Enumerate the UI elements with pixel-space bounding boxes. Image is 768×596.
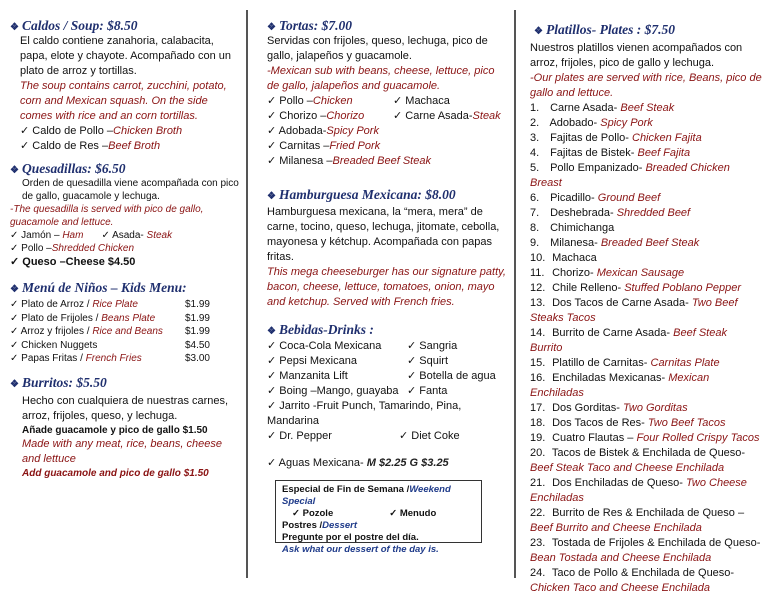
- section-heading-kids-menu: ❖ Menú de Niños – Kids Menu:: [10, 280, 187, 295]
- quesadillas-description-en: -The quesadilla is served with pico de gallo, guacamole and lettuce.: [10, 204, 204, 228]
- check-icon: ✓: [393, 110, 403, 122]
- platillos-description-en: -Our plates are served with rice, Beans, pico de gallo and lettuce.: [530, 72, 762, 99]
- check-icon: ✓: [267, 140, 277, 152]
- menu-column-1: [0, 0, 245, 594]
- menu-item: ✓ Carne Asada-Steak: [393, 110, 501, 122]
- tortas-items: [267, 94, 507, 169]
- plate-item: 12. Chile Relleno- Stuffed Poblano Pepper: [530, 282, 742, 294]
- check-icon: ✓: [407, 355, 417, 367]
- plate-item: 8. Chimichanga: [530, 222, 615, 234]
- plate-item: 20. Tacos de Bistek & Enchilada de Queso- Beef Steak Taco and Cheese Enchilada: [530, 447, 746, 474]
- drinks-list-left: [267, 339, 399, 399]
- hamburguesa-description-en: This mega cheeseburger has our signature patty, bacon, cheese, lettuce, tomatoes, onion, mayo and ketchup. Served with French fries.: [267, 266, 506, 308]
- check-icon: ✓: [267, 370, 277, 382]
- quesadillas-description: Orden de quesadilla viene acompañada con pico de gallo, guacamole y lechuga.: [22, 178, 239, 202]
- diamond-icon: ❖: [267, 22, 276, 33]
- burritos-description: Hecho con cualquiera de nuestras carnes, arroz, frijoles, queso, y lechuga.: [22, 394, 229, 422]
- plate-item: 1. Carne Asada- Beef Steak: [530, 102, 675, 114]
- plate-item: 19. Cuatro Flautas – Four Rolled Crispy Tacos: [530, 432, 760, 444]
- check-icon: ✓: [10, 299, 19, 310]
- check-icon: ✓: [10, 312, 19, 324]
- weekend-special-box: Especial de Fin de Semana /Weekend Special ✓ Pozole ✓ Menudo Postres /Dessert Pregunte por el postre del día. Ask what our dessert of the day is.: [275, 480, 482, 543]
- check-icon: ✓: [407, 370, 417, 382]
- check-icon: ✓: [407, 385, 417, 397]
- menu-item: ✓ Machaca: [393, 95, 450, 107]
- diamond-icon: ❖: [267, 191, 276, 202]
- menu-column-3: [516, 0, 768, 594]
- burritos-addon-en: Add guacamole and pico de gallo $1.50: [22, 467, 209, 479]
- section-heading-burritos: ❖ Burritos: $5.50: [10, 374, 107, 390]
- check-icon: ✓: [10, 243, 19, 254]
- drink-item: ✓ Manzanita Lift: [267, 370, 348, 382]
- plate-item: 11. Chorizo- Mexican Sausage: [530, 267, 685, 279]
- check-icon: ✓: [10, 326, 19, 337]
- drink-item: ✓ Botella de agua: [407, 370, 496, 382]
- check-icon: ✓: [399, 430, 409, 442]
- plate-item: 10. Machaca: [530, 252, 597, 264]
- check-icon: ✓: [267, 430, 277, 442]
- check-icon: ✓: [10, 256, 20, 268]
- diamond-icon: ❖: [10, 378, 19, 390]
- check-icon: ✓: [389, 508, 398, 519]
- plate-item: 7. Deshebrada- Shredded Beef: [530, 207, 691, 219]
- drink-item: ✓ Pepsi Mexicana: [267, 355, 357, 367]
- section-heading-caldos: ❖ Caldos / Soup: $8.50: [10, 18, 138, 33]
- check-icon: ✓: [267, 457, 277, 469]
- check-icon: ✓: [10, 353, 19, 364]
- menu-item: ✓ Caldo de Pollo –Chicken Broth: [20, 125, 183, 137]
- kids-menu-item: ✓ Plato de Arroz / Rice Plate $1.99: [10, 299, 210, 310]
- price: $1.99: [184, 326, 210, 337]
- check-icon: ✓: [101, 230, 110, 241]
- diamond-icon: ❖: [267, 326, 276, 337]
- plate-item: 21. Dos Enchiladas de Queso- Two Cheese Enchiladas: [530, 477, 747, 504]
- plate-item: 3. Fajitas de Pollo- Chicken Fajita: [530, 132, 702, 144]
- plate-item: 2. Adobado- Spicy Pork: [530, 117, 653, 129]
- diamond-icon: ❖: [534, 26, 543, 37]
- drinks-items: [267, 339, 507, 399]
- section-heading-hamburguesa: ❖ Hamburguesa Mexicana: $8.00: [267, 187, 456, 202]
- plate-item: 9. Milanesa- Breaded Beef Steak: [530, 237, 700, 249]
- menu-item: ✓ Adobada-Spicy Pork: [267, 125, 379, 137]
- kids-menu-list: [10, 298, 241, 366]
- drinks-list-right: [407, 339, 496, 399]
- check-icon: ✓: [407, 340, 417, 352]
- section-heading-bebidas: ❖ Bebidas-Drinks :: [267, 322, 374, 337]
- check-icon: ✓: [267, 155, 277, 167]
- check-icon: ✓: [267, 355, 277, 367]
- plate-item: 4. Fajitas de Bistek- Beef Fajita: [530, 147, 691, 159]
- price: $3.00: [184, 353, 210, 364]
- diamond-icon: ❖: [10, 22, 19, 33]
- menu-item: ✓ Carnitas –Fried Pork: [267, 140, 381, 152]
- plate-item: 22. Burrito de Res & Enchilada de Queso – Beef Burrito and Cheese Enchilada: [530, 507, 745, 534]
- plate-item: 13. Dos Tacos de Carne Asada- Two Beef Steaks Tacos: [530, 297, 738, 324]
- menu-item: ✓ Dr. Pepper ✓ Diet Coke: [267, 430, 460, 442]
- check-icon: ✓: [10, 230, 19, 241]
- check-icon: ✓: [267, 340, 277, 352]
- price: $4.50: [184, 339, 210, 351]
- kids-menu-item: ✓ Papas Fritas / French Fries $3.00: [10, 353, 210, 364]
- menu-item: ✓ Queso –Cheese $4.50: [10, 256, 136, 268]
- check-icon: ✓: [267, 95, 277, 107]
- plate-item: 6. Picadillo- Ground Beef: [530, 192, 661, 204]
- plates-list: [530, 101, 762, 596]
- check-icon: ✓: [20, 140, 30, 152]
- burritos-addon: Añade guacamole y pico de gallo $1.50: [22, 424, 208, 436]
- menu-item: ✓ Chorizo –Chorizo: [267, 110, 365, 122]
- price: $1.99: [184, 312, 210, 324]
- price: $1.99: [184, 299, 210, 310]
- tortas-description: Servidas con frijoles, queso, lechuga, pico de gallo, jalapeños y guacamole.: [267, 35, 488, 62]
- check-icon: ✓: [10, 339, 19, 351]
- menu-item: ✓ Pollo –Chicken: [267, 95, 353, 107]
- check-icon: ✓: [393, 95, 403, 107]
- plate-item: 18. Dos Tacos de Res- Two Beef Tacos: [530, 417, 726, 429]
- check-icon: ✓: [20, 125, 30, 137]
- plate-item: 14. Burrito de Carne Asada- Beef Steak Burrito: [530, 327, 727, 354]
- menu-item: ✓ Caldo de Res –Beef Broth: [20, 140, 161, 152]
- drink-item: ✓ Fanta: [407, 385, 448, 397]
- check-icon: ✓: [267, 125, 277, 137]
- menu-item: ✓ Pollo –Shredded Chicken: [10, 243, 135, 254]
- caldos-description: El caldo contiene zanahoria, calabacita, papa, elote y chayote. Acompañado con un plato de arroz y tortillas.: [20, 35, 231, 77]
- drink-item: ✓ Sangria: [407, 340, 458, 352]
- kids-menu-item: ✓ Chicken Nuggets $4.50: [10, 339, 210, 351]
- plate-item: 5. Pollo Empanizado- Breaded Chicken Breast: [530, 162, 730, 189]
- section-heading-quesadillas: ❖ Quesadillas: $6.50: [10, 161, 126, 176]
- diamond-icon: ❖: [10, 284, 19, 295]
- tortas-list-right: [393, 94, 501, 124]
- section-heading-platillos: ❖ Platillos- Plates : $7.50: [534, 22, 675, 37]
- drink-item: ✓ Boing –Mango, guayaba: [267, 385, 399, 397]
- diamond-icon: ❖: [10, 165, 19, 176]
- check-icon: ✓: [292, 508, 300, 519]
- aguas-prices: M $2.25 G $3.25: [366, 457, 449, 469]
- plate-item: 23. Tostada de Frijoles & Enchilada de Queso- Bean Tostada and Cheese Enchilada: [530, 537, 761, 564]
- kids-menu-item: ✓ Plato de Frijoles / Beans Plate $1.99: [10, 312, 210, 324]
- platillos-description: Nuestros platillos vienen acompañados con arroz, frijoles, pico de gallo y lechuga.: [530, 42, 743, 69]
- drink-item: ✓ Coca-Cola Mexicana: [267, 340, 382, 352]
- plate-item: 17. Dos Gorditas- Two Gorditas: [530, 402, 688, 414]
- check-icon: ✓: [267, 400, 277, 412]
- plate-item: 24. Taco de Pollo & Enchilada de Queso- Chicken Taco and Cheese Enchilada: [530, 567, 735, 594]
- menu-item: ✓ Milanesa –Breaded Beef Steak: [267, 155, 431, 167]
- kids-menu-item: ✓ Arroz y frijoles / Rice and Beans $1.99: [10, 326, 210, 337]
- jarrito-item: ✓ Jarrito -Fruit Punch, Tamarindo, Pina, Mandarina: [267, 400, 462, 427]
- check-icon: ✓: [267, 385, 277, 397]
- caldos-description-en: The soup contains carrot, zucchini, potato, corn and Mexican squash. On the side comes with rice and an corn tortillas.: [20, 80, 227, 122]
- drink-item: ✓ Squirt: [407, 355, 449, 367]
- menu-item: ✓ Jamón – Ham ✓ Asada- Steak: [10, 230, 173, 241]
- plate-item: 16. Enchiladas Mexicanas- Mexican Enchiladas: [530, 372, 710, 399]
- section-heading-tortas: ❖ Tortas: $7.00: [267, 18, 352, 33]
- tortas-description-en: -Mexican sub with beans, cheese, lettuce, pico de gallo, jalapeños and guacamole.: [267, 65, 495, 92]
- hamburguesa-description: Hamburguesa mexicana, la “mera, mera” de carne, tocino, queso, lechuga, jitomate, cebolla, mayonesa y kétchup. Acompañada con papas fritas.: [267, 206, 500, 263]
- check-icon: ✓: [267, 110, 277, 122]
- aguas-item: ✓ Aguas Mexicana- M $2.25 G $3.25: [267, 457, 449, 469]
- plate-item: 15. Platillo de Carnitas- Carnitas Plate: [530, 357, 720, 369]
- burritos-description-en: Made with any meat, rice, beans, cheese and lettuce: [22, 437, 222, 465]
